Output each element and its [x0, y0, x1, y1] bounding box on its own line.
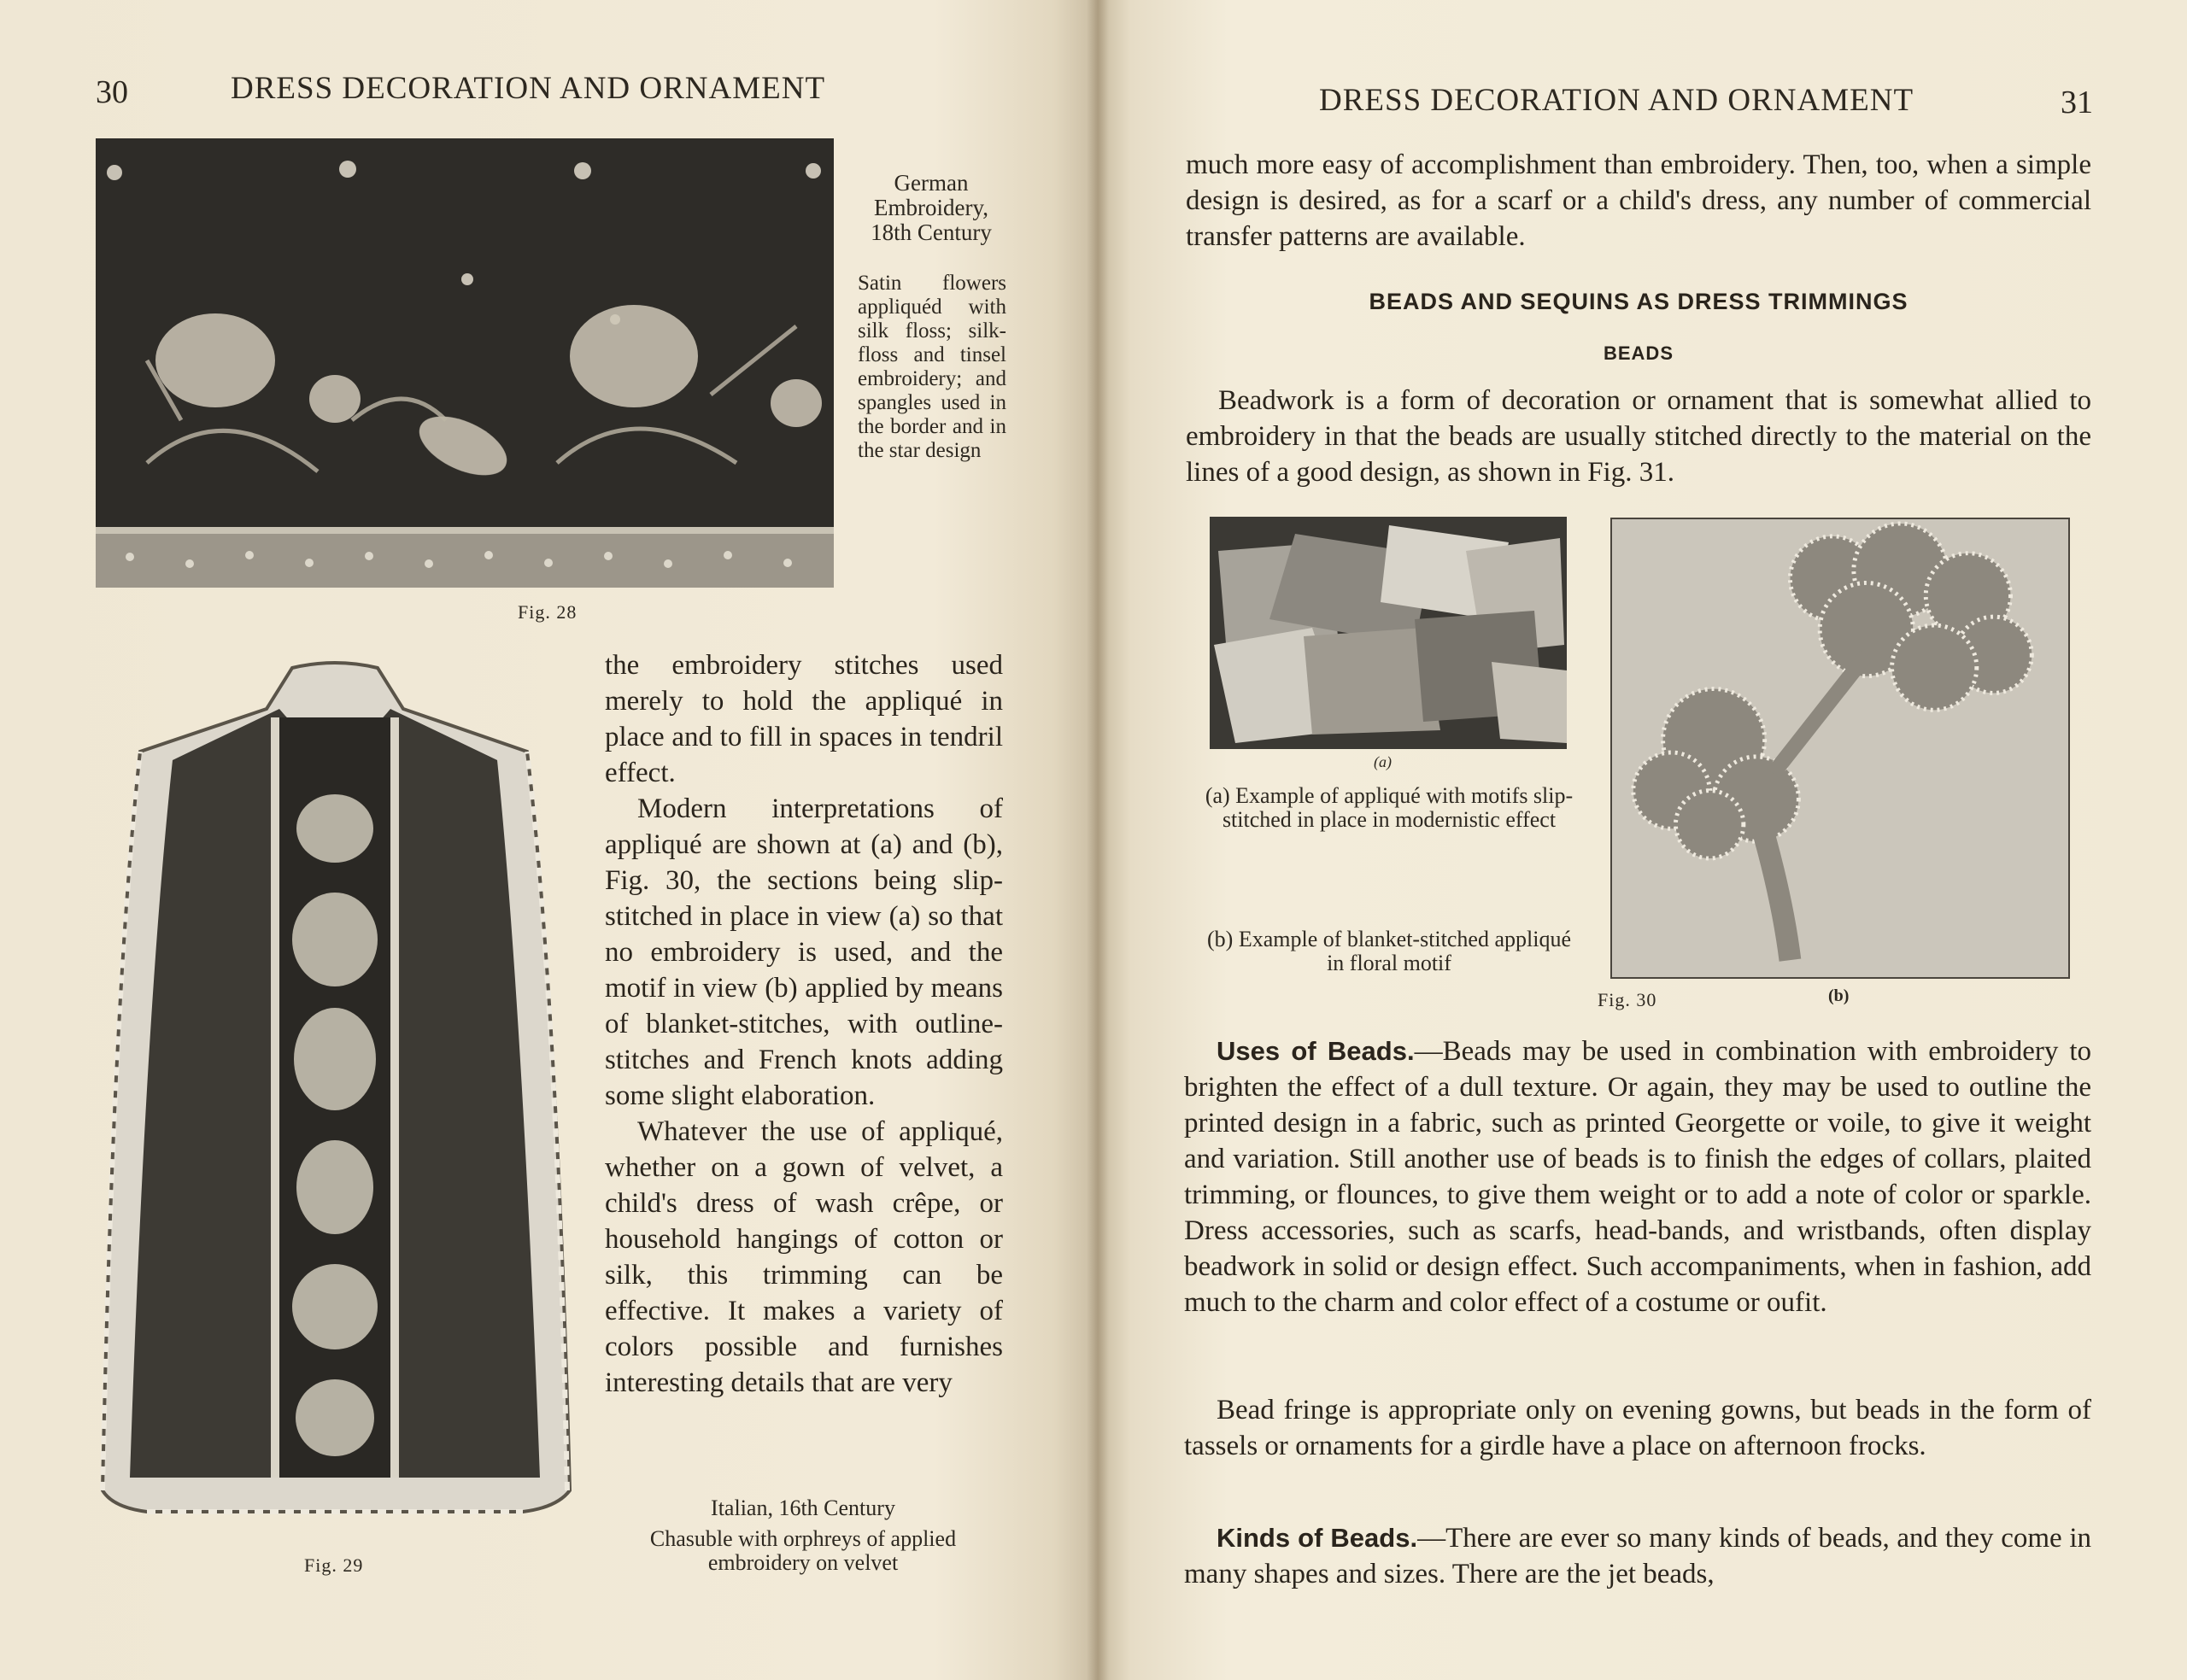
bead-fringe-paragraph [1184, 1392, 2091, 1464]
kinds-of-beads-text: —There are ever so many kinds of beads, and they come in many shapes and sizes. There are the jet beads, [1184, 1523, 2091, 1589]
fig28-embroidery-photo [96, 138, 834, 588]
right-opening-paragraph: much more easy of accomplishment than embroidery. Then, too, when a simple design is desired, as for a scarf or a child's dress, any number of commercial transfer patterns are available. [1186, 149, 2091, 252]
page-number-left: 30 [96, 74, 128, 110]
fig30b-label: (b) [1828, 986, 1850, 1005]
kinds-of-beads-heading: Kinds of Beads. [1217, 1523, 1418, 1553]
fig30a-label: (a) [1374, 753, 1392, 770]
kinds-of-beads-paragraph [1184, 1520, 2091, 1592]
fig29-caption-body: Chasuble with orphreys of applied embroidery on velvet [649, 1526, 957, 1575]
page-number-right: 31 [2061, 85, 2093, 120]
left-body-text [605, 647, 1003, 1401]
left-paragraph-2: Modern interpretations of appliqué are shown at (a) and (b), Fig. 30, the sections being slip-stitched in place in view (a) so that no embroidery is used, and the motif in view (b) applied by means of blanket-stitches, with outline-stitches and French knots adding some slight elaboration. [605, 793, 1003, 1111]
fig30-label: Fig. 30 [1598, 989, 1657, 1010]
beads-paragraph [1186, 383, 2091, 490]
beads-paragraph-text: Beadwork is a form of decoration or ornament that is somewhat allied to embroidery in that the beads are usually stitched directly to the material on the lines of a good design, as shown in Fig. 31. [1186, 385, 2091, 488]
fig29-chasuble-photo [96, 658, 574, 1520]
fig29-caption-title: Italian, 16th Century [711, 1496, 895, 1520]
running-head-left: DRESS DECORATION AND ORNAMENT [231, 71, 826, 106]
uses-of-beads-paragraph [1184, 1033, 2091, 1320]
fig30a-applique-photo [1210, 517, 1567, 749]
left-paragraph-3: Whatever the use of appliqué, whether on a gown of velvet, a child's dress of wash crêpe, or household hangings of cotton or silk, this trimming can be effective. It makes a variety of colors possible and furnishes interesting details that are very [605, 1116, 1003, 1398]
fig30b-floral-photo [1610, 518, 2070, 979]
fig28-label: Fig. 28 [518, 601, 578, 623]
subsection-heading: BEADS [1603, 342, 1674, 364]
running-head-right: DRESS DECORATION AND ORNAMENT [1319, 83, 1914, 118]
uses-of-beads-text: —Beads may be used in combination with embroidery to brighten the effect of a dull texture. Or again, they may be used to outline the printed design in a fabric, such as printed Georgette or voile, to give it weight and variation. Still another use of beads is to finish the edges of collars, plaited trimming, or flounces, to give them weight or to add a note of color or sparkle. Dress accessories, such as scarfs, head-bands, and wristbands, often display beadwork in solid or design effect. Such accompaniments, when in fashion, add much to the charm and color effect of a costume or oufit. [1184, 1036, 2091, 1318]
fig29-label: Fig. 29 [304, 1554, 364, 1576]
fig30b-caption: (b) Example of blanket-stitched appliqué in floral motif [1207, 927, 1571, 975]
fig28-caption-title: German Embroidery, 18th Century [871, 170, 992, 245]
fig30a-caption: (a) Example of appliqué with motifs slip-stitched in place in modernistic effect [1205, 783, 1574, 832]
book-gutter [1087, 0, 1109, 1680]
section-heading: BEADS AND SEQUINS AS DRESS TRIMMINGS [1369, 289, 1908, 314]
uses-of-beads-heading: Uses of Beads. [1217, 1036, 1415, 1066]
fig28-caption-body: Satin flowers appliquéd with silk floss; silk-floss and tinsel embroidery; and spangles used in the border and in the star design [858, 272, 1006, 462]
bead-fringe-text: Bead fringe is appropriate only on evening gowns, but beads in the form of tassels or ornaments for a girdle have a place on afternoon frocks. [1184, 1395, 2091, 1461]
left-paragraph-1: the embroidery stitches used merely to hold the appliqué in place and to fill in spaces in tendril effect. [605, 650, 1003, 788]
